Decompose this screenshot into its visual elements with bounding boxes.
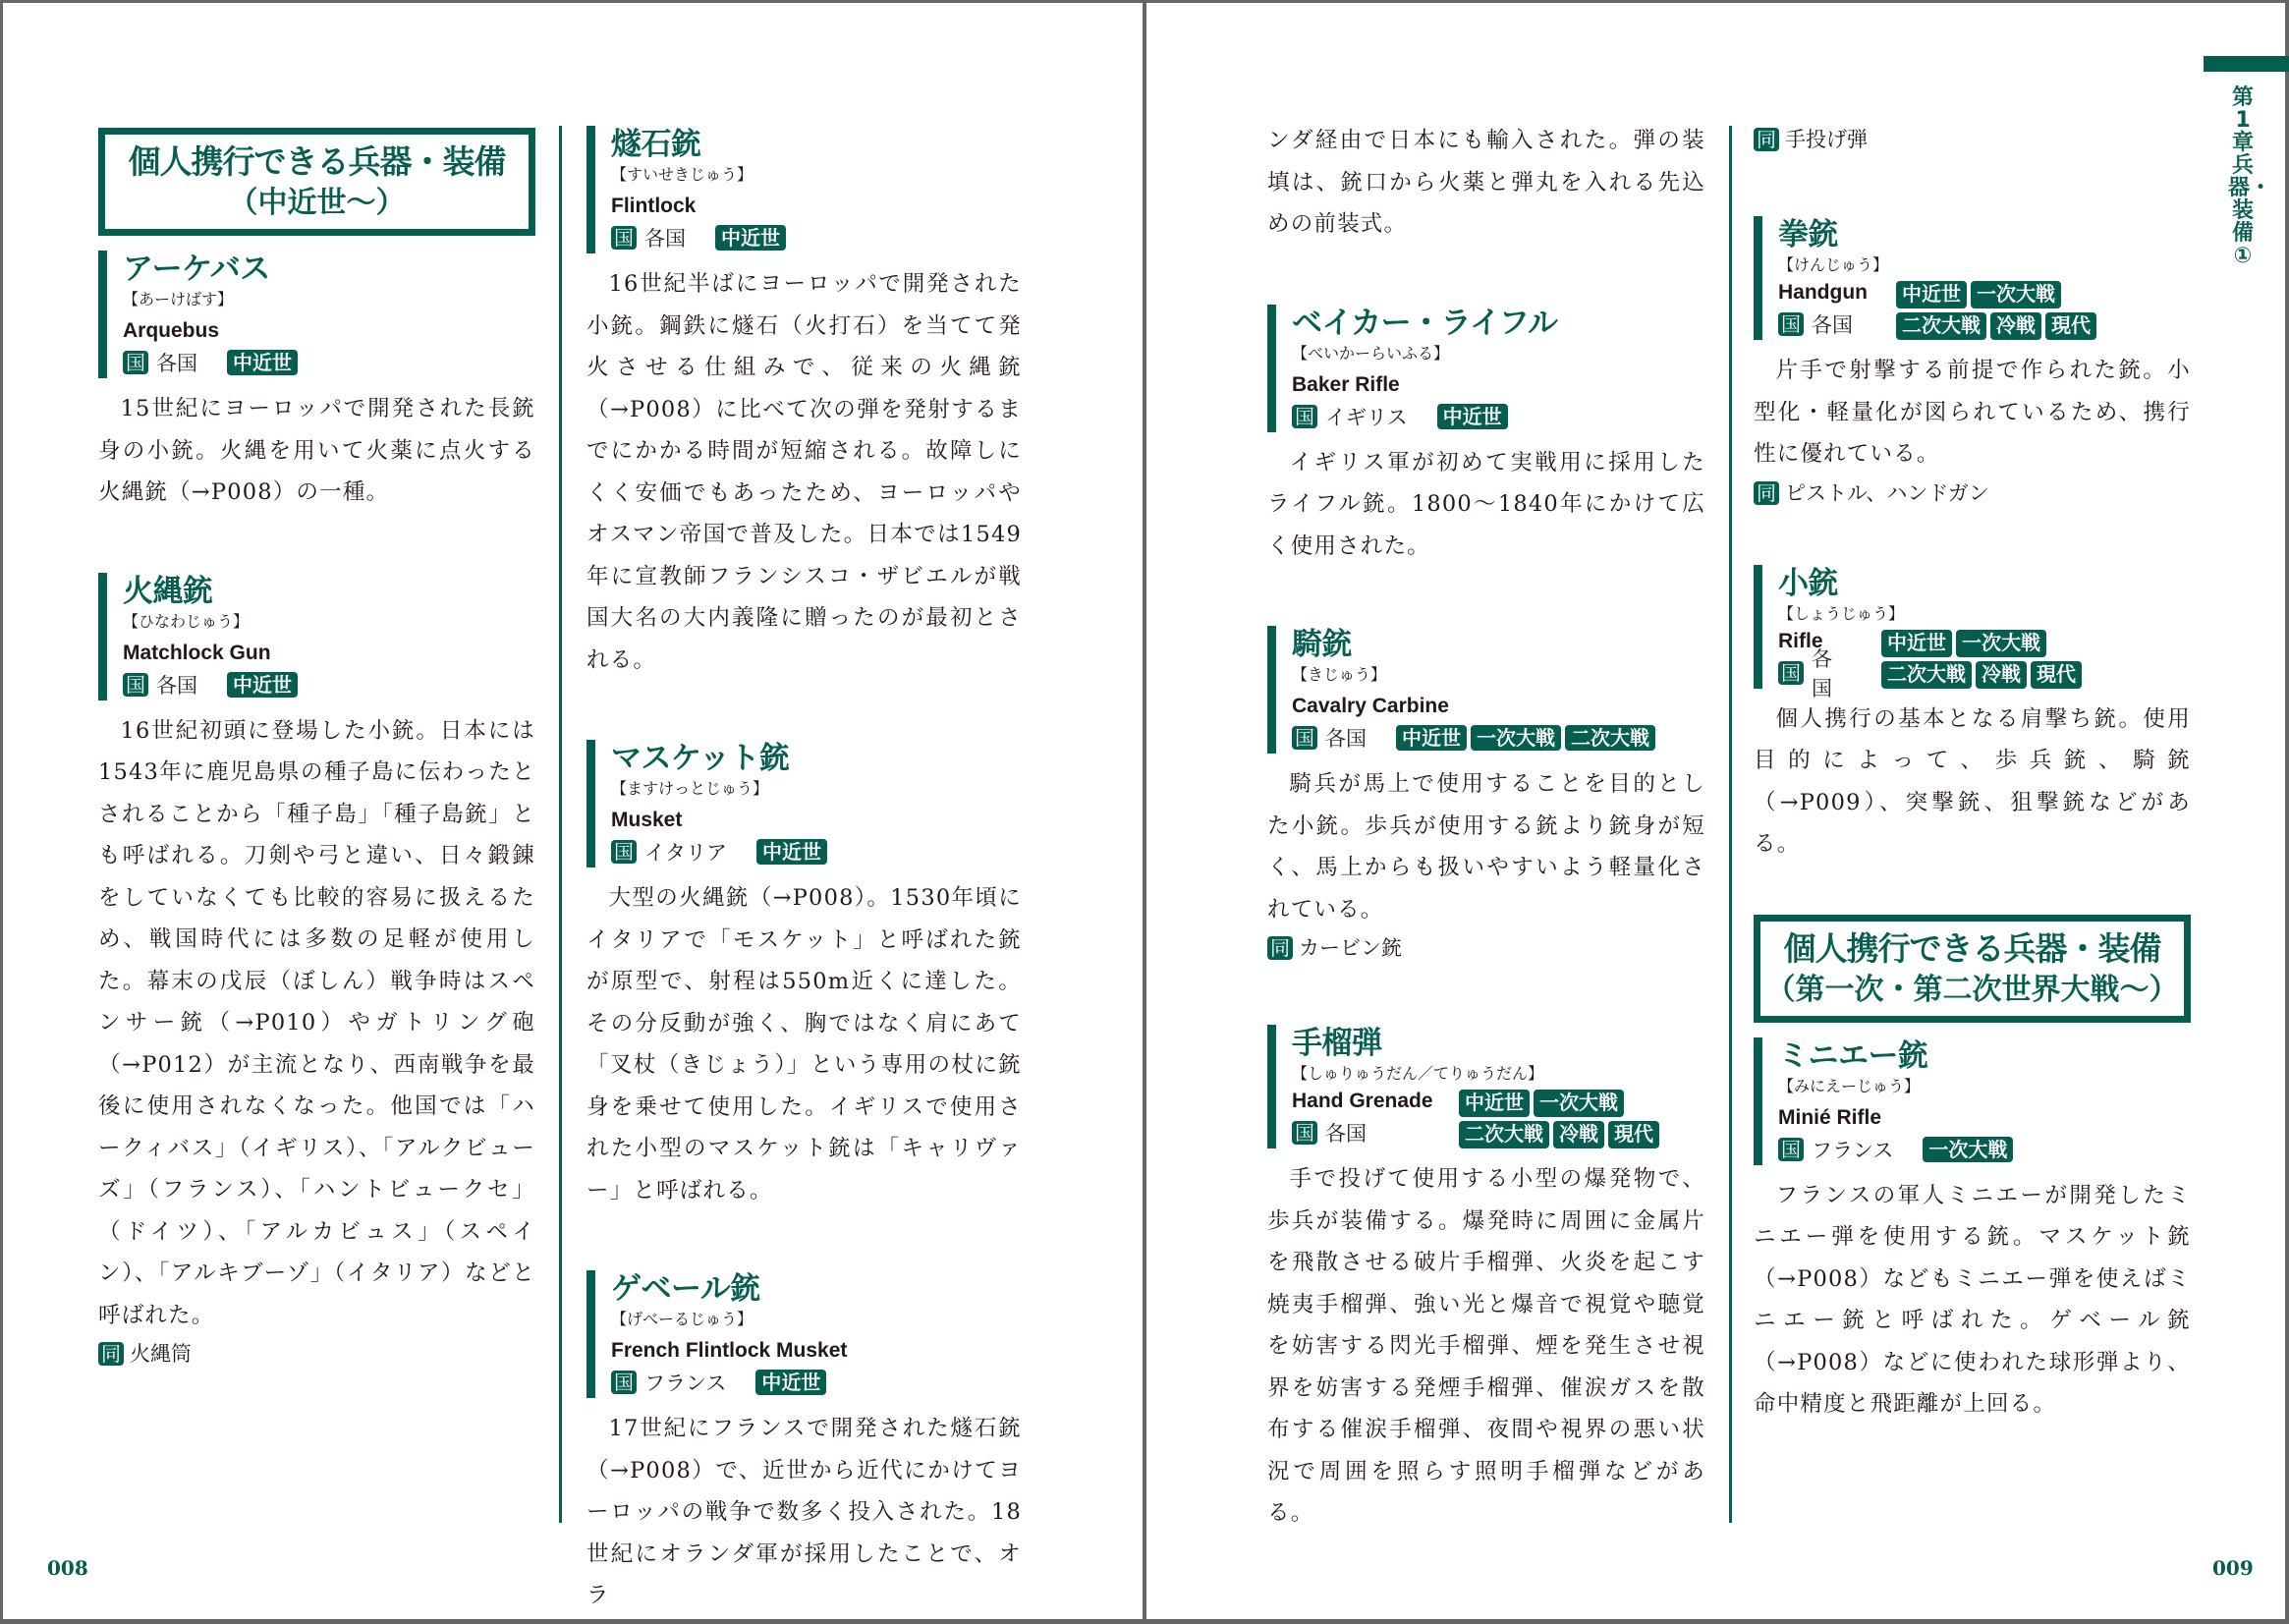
entry-title: 手榴弾	[1292, 1026, 1382, 1061]
continued-text	[1267, 120, 1705, 246]
meta-row	[123, 347, 535, 378]
spacer	[1267, 966, 1705, 1025]
entry-header	[1754, 565, 2191, 700]
synonym-icon: 同	[98, 1342, 124, 1366]
spacer	[98, 514, 535, 573]
meta-row	[611, 1367, 1022, 1398]
era-tag: 冷戦	[1976, 661, 2027, 689]
entry-body	[1754, 699, 2191, 866]
meta-grid	[1292, 1086, 1705, 1148]
country: 各国	[1812, 646, 1832, 700]
meta-left	[1292, 1086, 1459, 1148]
entry-body	[98, 388, 535, 514]
left-column-1	[98, 128, 535, 1372]
entry-header	[98, 573, 535, 700]
era-tags	[1459, 1086, 1685, 1148]
era-tag: 現代	[2031, 661, 2082, 689]
meta-row	[1778, 646, 1881, 700]
meta-row	[1292, 401, 1705, 432]
era-tag: 冷戦	[1990, 312, 2041, 340]
entry-cavalry-carbine	[1267, 626, 1705, 966]
synonym: ピストル、ハンドガン	[1785, 480, 1989, 505]
entry-hand-grenade	[1267, 1025, 1705, 1535]
era-tag: 中近世	[1437, 404, 1508, 429]
section-title: 個人携行できる兵器・装備	[1783, 928, 2161, 968]
country: 各国	[156, 673, 197, 698]
entry-body	[1267, 442, 1705, 568]
entry-body	[1267, 763, 1705, 930]
column-divider-left	[559, 126, 562, 1523]
meta-left	[1778, 277, 1896, 340]
era-tag: 現代	[2045, 312, 2096, 340]
section-subtitle: （第一次・第二次世界大戦〜）	[1765, 972, 2179, 1007]
left-column-2	[586, 126, 1022, 1617]
right-column-2	[1754, 122, 2191, 1426]
country-icon: 国	[1778, 1138, 1804, 1161]
entry-rifle	[1754, 565, 2191, 866]
meta-row	[611, 222, 1022, 253]
continued-body-text: ンダ経由で日本にも輸入された。弾の装填は、銃口から火薬と弾丸を入れる先込めの前装式。	[1267, 128, 1705, 237]
synonym-icon: 同	[1754, 128, 1779, 151]
era-tag: 中近世	[755, 1370, 826, 1395]
synonym: 手投げ弾	[1785, 128, 1868, 151]
entry-body	[1754, 350, 2191, 476]
era-tag: 中近世	[227, 350, 298, 375]
country-icon: 国	[1778, 661, 1804, 685]
entry-header	[1267, 626, 1705, 754]
entry-body-text: 個人携行の基本となる肩撃ち銃。使用目的によって、歩兵銃、騎銃（→P009）、突撃銃、狙撃銃などがある。	[1754, 705, 2191, 857]
spacer	[1267, 567, 1705, 626]
entry-header	[1754, 1037, 2191, 1165]
entry-reading: 【べいかーらいふる】	[1292, 343, 1450, 363]
entry-title: 燧石銃	[611, 127, 701, 162]
entry-reading: 【みにえーじゅう】	[1778, 1076, 1921, 1095]
country: イタリア	[644, 841, 727, 865]
entry-reading: 【けんじゅう】	[1778, 255, 1889, 274]
synonym: カービン銃	[1299, 936, 1402, 960]
column-divider-right	[1729, 126, 1732, 1523]
synonym-row	[1754, 476, 2191, 511]
era-tag: 一次大戦	[1471, 725, 1561, 751]
era-tag: 現代	[1608, 1121, 1659, 1148]
entry-header	[586, 126, 1022, 253]
era-tag: 中近世	[1896, 281, 1967, 308]
era-tag: 二次大戦	[1459, 1121, 1549, 1148]
entry-reading: 【きじゅう】	[1292, 665, 1387, 684]
entry-header	[1267, 305, 1705, 432]
country: イギリス	[1325, 405, 1408, 429]
era-tag: 二次大戦	[1896, 312, 1986, 340]
entry-flintlock	[586, 126, 1022, 681]
entry-english: Matchlock Gun	[123, 641, 271, 664]
right-column-1	[1267, 120, 1705, 1535]
country-icon: 国	[611, 226, 637, 250]
era-tag: 中近世	[227, 672, 298, 698]
country: フランス	[644, 1372, 727, 1395]
country-icon: 国	[1292, 726, 1317, 750]
entry-body-text: 16世紀初頭に登場した小銃。日本には1543年に鹿児島県の種子島に伝わったとされることから「種子島」「種子島銃」とも呼ばれる。刀剣や弓と違い、日々鍛錬をしていなくても比較的容易に扱えるため、戦国時代には多数の足軽が使用した。幕末の戊辰（ぼしん）戦争時はスペンサー銃（→P010）やガトリング砲（→P012）が主流となり、西南戦争を最後に使用されなくなった。他国では「ハークィバス」（イギリス）、「アルクビューズ」（フランス）、「ハントビュークセ」（ドイツ）、「アルカビュス」（スペイン）、「アルキブーゾ」（イタリア）などと呼ばれた。	[98, 717, 535, 1328]
country-icon: 国	[1778, 312, 1804, 336]
entry-reading: 【すいせきじゅう】	[611, 165, 754, 184]
country: フランス	[1812, 1138, 1894, 1162]
era-tag: 一次大戦	[1956, 630, 2046, 657]
era-tag: 一次大戦	[1534, 1090, 1624, 1117]
entry-reading: 【ひなわじゅう】	[123, 611, 250, 631]
meta-row	[1292, 1117, 1459, 1148]
entry-body	[586, 1408, 1022, 1617]
spacer	[1754, 866, 2191, 915]
entry-english: Cavalry Carbine	[1292, 695, 1449, 717]
synonym-icon: 同	[1754, 481, 1779, 505]
entry-header	[586, 1270, 1022, 1398]
era-tag: 中近世	[756, 839, 827, 865]
page-number-right: 009	[2212, 1556, 2254, 1580]
era-tag: 一次大戦	[1923, 1137, 2013, 1162]
country: 各国	[156, 352, 197, 375]
entry-english: French Flintlock Musket	[611, 1339, 848, 1362]
era-tag: 中近世	[1881, 630, 1952, 657]
synonym-row	[1267, 930, 1705, 966]
entry-baker-rifle	[1267, 305, 1705, 568]
entry-handgun	[1754, 216, 2191, 511]
meta-row	[1292, 722, 1705, 754]
entry-reading: 【ますけっとじゅう】	[611, 779, 769, 798]
country-icon: 国	[123, 673, 148, 697]
entry-body-text: フランスの軍人ミニエーが開発したミニエー弾を使用する銃。マスケット銃（→P008）などもミニエー弾を使えばミニエー銃と呼ばれた。ゲベール銃（→P008）などに使われた球形弾より、命中精度と飛距離が上回る。	[1754, 1182, 2191, 1417]
chapter-tab-label: 第1章 兵器・装備①	[2228, 85, 2272, 268]
entry-body-text: 15世紀にヨーロッパで開発された長銃身の小銃。火縄を用いて火薬に点火する火縄銃（→P008）の一種。	[98, 396, 535, 505]
era-tags	[1881, 626, 2107, 689]
spacer	[1267, 246, 1705, 305]
entry-english: Hand Grenade	[1292, 1090, 1433, 1112]
page-number-left: 008	[47, 1556, 88, 1580]
entry-title: ミニエー銃	[1778, 1037, 1928, 1074]
entry-english: Rifle	[1778, 629, 1823, 652]
country-icon: 国	[611, 1371, 637, 1394]
meta-row	[1778, 1134, 2191, 1165]
meta-left	[1778, 626, 1881, 700]
meta-row	[123, 669, 535, 700]
entry-musket	[586, 740, 1022, 1211]
entry-title: 火縄銃	[123, 573, 213, 609]
spacer	[1754, 157, 2191, 216]
era-tag: 中近世	[1396, 725, 1467, 751]
entry-body	[586, 263, 1022, 681]
entry-header	[1754, 216, 2191, 340]
entry-reading: 【しゅりゅうだん／てりゅうだん】	[1292, 1064, 1544, 1083]
country-icon: 国	[1292, 1121, 1317, 1145]
entry-body	[1754, 1175, 2191, 1426]
section-title: 個人携行できる兵器・装備	[128, 142, 506, 181]
section-header-early-modern	[98, 128, 535, 236]
entry-reading: 【あーけばす】	[123, 290, 234, 308]
entry-matchlock-gun	[98, 573, 535, 1372]
spacer	[1754, 511, 2191, 565]
entry-body	[586, 877, 1022, 1211]
entry-title: アーケバス	[123, 252, 270, 287]
era-tag: 中近世	[715, 225, 786, 251]
chapter-tab-bar	[2204, 56, 2289, 72]
era-tags	[1896, 277, 2122, 340]
country-icon: 国	[1292, 405, 1317, 428]
era-tag: 一次大戦	[1971, 281, 2061, 308]
entry-body-text: 騎兵が馬上で使用することを目的とした小銃。歩兵が使用する銃より銃身が短く、馬上からも扱いやすいよう軽量化されている。	[1267, 771, 1705, 923]
synonym-icon: 同	[1267, 936, 1293, 960]
entry-body	[98, 710, 535, 1337]
entry-english: Flintlock	[611, 195, 697, 217]
entry-english: Baker Rifle	[1292, 372, 1400, 396]
country-icon: 国	[611, 840, 637, 864]
entry-body	[1267, 1158, 1705, 1535]
synonym-row-continued	[1754, 122, 2191, 157]
entry-body-text: 手で投げて使用する小型の爆発物で、歩兵が装備する。爆発時に周囲に金属片を飛散させる破片手榴弾、火炎を起こす焼夷手榴弾、強い光と爆音で視覚や聴覚を妨害する閃光手榴弾、煙を発生させ視界を妨害する発煙手榴弾、催涙ガスを散布する催涙手榴弾、夜間や視界の悪い状況で周囲を照らす照明手榴弾などがある。	[1267, 1166, 1705, 1526]
entry-title: ゲベール銃	[611, 1271, 760, 1307]
entry-body-text: 16世紀半ばにヨーロッパで開発された小銃。鋼鉄に燧石（火打石）を当てて発火させる仕組みで、従来の火縄銃（→P008）に比べて次の弾を発射するまでにかかる時間が短縮される。故障しにくく安価でもあったため、ヨーロッパやオスマン帝国で普及した。日本では1549年に宣教師フランシスコ・ザビエルが戦国大名の大内義隆に贈ったのが最初とされる。	[586, 271, 1022, 673]
meta-grid	[1778, 277, 2191, 340]
era-tag: 中近世	[1459, 1090, 1530, 1117]
entry-title: 小銃	[1778, 565, 1838, 601]
entry-body-text: 片手で射撃する前提で作られた銃。小型化・軽量化が図られているため、携行性に優れている。	[1754, 358, 2191, 467]
entry-body-text: 大型の火縄銃（→P008）。1530年頃にイタリアで「モスケット」と呼ばれた銃が原型で、射程は550m近くに達した。その分反動が強く、胸ではなく肩にあて「叉杖（きじょう）」という専用の杖に銃身を乗せて使用した。イギリスで使用された小型のマスケット銃は「キャリヴァー」と呼ばれる。	[586, 885, 1022, 1204]
section-subtitle: （中近世〜）	[228, 186, 406, 220]
spacer	[586, 1211, 1022, 1270]
entry-english: Handgun	[1778, 281, 1868, 304]
entry-title: マスケット銃	[611, 741, 790, 776]
era-tag: 冷戦	[1553, 1121, 1604, 1148]
meta-grid	[1778, 626, 2191, 700]
meta-row	[1778, 308, 1896, 340]
country: 各国	[1325, 1122, 1367, 1146]
entry-title: 拳銃	[1778, 217, 1838, 252]
synonym: 火縄筒	[130, 1342, 192, 1366]
section-header-world-wars	[1754, 915, 2191, 1023]
entry-header	[586, 740, 1022, 868]
spacer	[586, 681, 1022, 740]
entry-english: Musket	[611, 809, 683, 831]
entry-body-text: イギリス軍が初めて実戦用に採用したライフル銃。1800〜1840年にかけて広く使用された。	[1267, 449, 1705, 559]
era-tag: 二次大戦	[1881, 661, 1972, 689]
book-spine	[1143, 0, 1146, 1624]
entry-reading: 【げべーるじゅう】	[611, 1310, 754, 1328]
meta-row	[611, 836, 1022, 868]
entry-arquebus	[98, 251, 535, 514]
entry-reading: 【しょうじゅう】	[1778, 603, 1905, 623]
entry-french-flintlock-musket	[586, 1270, 1022, 1617]
entry-minie-rifle	[1754, 1037, 2191, 1426]
country: 各国	[644, 227, 686, 251]
entry-header	[1267, 1025, 1705, 1148]
entry-english: Minié Rifle	[1778, 1105, 1882, 1129]
entry-english: Arquebus	[123, 319, 220, 342]
entry-title: ベイカー・ライフル	[1292, 305, 1558, 341]
era-tag: 二次大戦	[1565, 725, 1655, 751]
entry-header	[98, 251, 535, 378]
synonym-row	[98, 1336, 535, 1372]
country: 各国	[1812, 313, 1853, 337]
entry-body-text: 17世紀にフランスで開発された燧石銃（→P008）で、近世から近代にかけてヨーロッパの戦争で数多く投入された。18世紀にオランダ軍が採用したことで、オラ	[586, 1416, 1022, 1608]
entry-title: 騎銃	[1292, 627, 1352, 662]
country-icon: 国	[123, 351, 148, 374]
country: 各国	[1325, 727, 1367, 751]
